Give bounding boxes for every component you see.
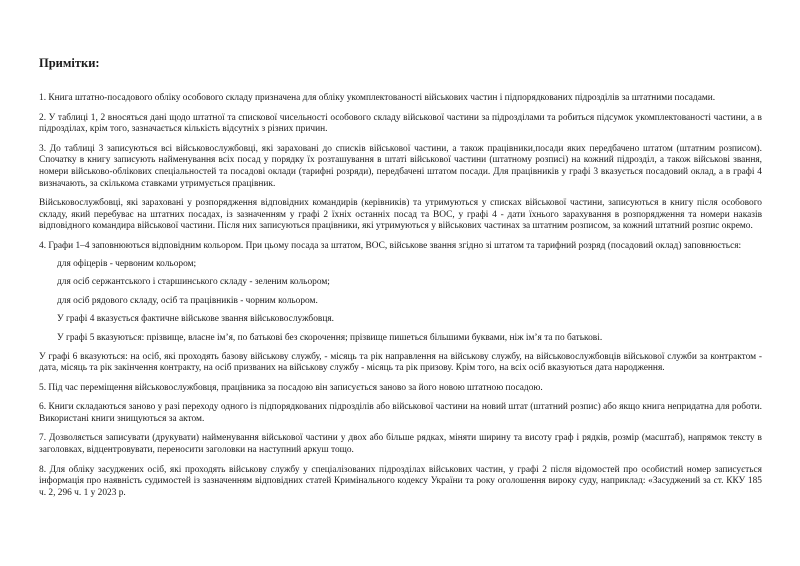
note-1: 1. Книга штатно-посадового обліку особового складу призначена для обліку укомплектованості військових частин і підпорядкованих підрозділів за штатними посадами. — [39, 93, 716, 103]
note-6: 6. Книги складаються заново у разі переходу одного із підпорядкованих підрозділів або військової частини на новий штат (штатний розпис) або якщо книга непридатна для роботи. Використані книги знищуються за актом. — [39, 402, 762, 424]
note-3-continued: Військовослужбовці, які зараховані у розпорядження відповідних командирів (керівників) та утримуються у списках військової частини, записуються в книгу після особового складу, який перебуває на штатних посадах, із зазначенням у графі 2 їхніх останніх посад та ВОС, у графі 4 - дати їхнього зарахування в розпорядження та номери наказів відповідного командира військової частини. Після них записуються працівники, які утримуються у військових частинах за штатним розписом, за кожний штатний розпис окремо. — [39, 198, 762, 232]
note-3: 3. До таблиці 3 записуються всі військовослужбовці, які зараховані до списків військової частини, а також працівники,посади яких передбачено штатом (штатним розписом). Спочатку в книгу записують найменування всіх посад у порядку їх розташування в штаті військової частини (штатному розписі) на кожний підрозділ, а також військові звання, номери військово-облікових спеціальностей та посадові оклади (тарифні розряди), передбачені штатом посади. Для працівників у графі 3 вказується посадовий оклад, а в графі 4 визначають, за скількома ставками утримується працівник. — [39, 143, 762, 189]
note-4-officers: для офіцерів - червоним кольором; — [57, 258, 197, 269]
notes-title: Примітки: — [39, 56, 100, 70]
note-4-column4: У графі 4 вказується фактичне військове звання військовослужбовця. — [57, 314, 334, 325]
note-2: 2. У таблиці 1, 2 вносяться дані щодо штатної та спискової чисельності особового складу військової частини за підрозділами та робиться підсумок укомплектованості частини, а в підрозділах, крім того, зазначається кількість відсутніх з різних причин. — [39, 112, 762, 135]
note-4-column5: У графі 5 вказуються: прізвище, власне ім’я, по батькові без скорочення; прізвище пишеться більшими буквами, ніж ім’я та по батькові. — [57, 332, 603, 343]
note-7: 7. Дозволяється записувати (друкувати) найменування військової частини у двох або більше рядках, міняти ширину та висоту граф і рядків, розмір (масштаб), напрямок тексту в заголовках, відцентровувати, переносити заголовки на наступний аркуш тощо. — [39, 433, 762, 456]
notes-body — [39, 93, 762, 499]
note-4-privates: для осіб рядового складу, осіб та працівників - чорним кольором. — [57, 295, 318, 306]
note-8: 8. Для обліку засуджених осіб, які проходять військову службу у спеціалізованих підрозділах військових частин, у графі 2 після відомостей про особистий номер записується інформація про наявність судимостей із зазначенням відповідних статей Кримінального кодексу України та року оголошення вироку суду, наприклад: «Засуджений за ст. ККУ 185 ч. 2, 296 ч. 1 у 2023 р. — [39, 464, 762, 498]
note-4-column6: У графі 6 вказуються: на осіб, які проходять базову військову службу, - місяць та рік направлення на військову службу, на військовослужбовців військової служби за контрактом - дата, місяць та рік закінчення контракту, на осіб призвaних на військову службу - місяць та рік призову. Крім того, на всіх осіб вказуються дата народження. — [39, 351, 762, 374]
note-4-sergeants: для осіб сержантського і старшинського складу - зеленим кольором; — [57, 277, 330, 288]
note-4: 4. Графи 1–4 заповнюються відповідним кольором. При цьому посада за штатом, ВОС, військове звання згідно зі штатом та тарифний розряд (посадовий оклад) заповнюється: — [39, 240, 742, 251]
note-5: 5. Під час переміщення військовослужбовця, працівника за посадою він записується заново за його новою штатною посадою. — [39, 382, 543, 393]
